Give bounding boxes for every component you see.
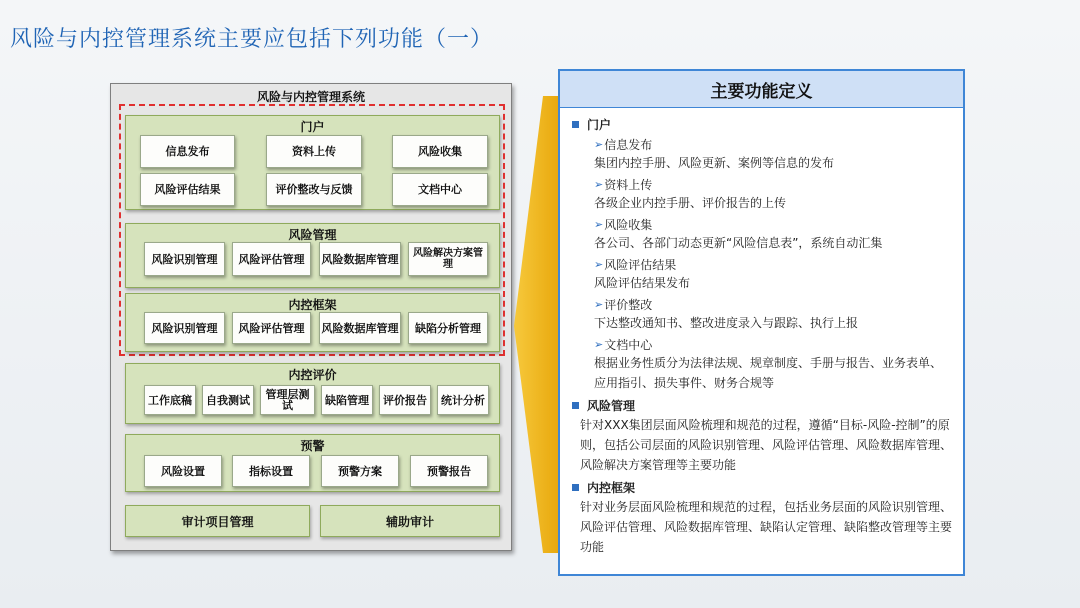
def-category-title: 风险管理 <box>587 398 636 413</box>
warning-item-plan[interactable]: 预警方案 <box>321 455 399 487</box>
def-item-desc: 下达整改通知书、整改进度录入与跟踪、执行上报 <box>594 316 859 330</box>
def-item-title: 风险评估结果 <box>604 257 677 272</box>
portal-item-assessment-result[interactable]: 风险评估结果 <box>140 173 235 206</box>
eval-item-statistics[interactable]: 统计分析 <box>437 385 489 415</box>
assist-audit[interactable]: 辅助审计 <box>320 505 500 537</box>
eval-item-mgmt-test[interactable]: 管理层测试 <box>260 385 315 415</box>
def-item <box>594 295 953 333</box>
def-item-desc: 根据业务性质分为法律法规、规章制度、手册与报告、业务表单、应用指引、损失事件、财务合规等 <box>594 356 943 390</box>
control-item-identify[interactable]: 风险识别管理 <box>144 312 225 344</box>
control-framework-section <box>125 293 500 352</box>
warning-item-indicator-setting[interactable]: 指标设置 <box>232 455 310 487</box>
def-item-desc: 风险评估结果发布 <box>594 276 691 290</box>
definitions-panel <box>558 69 965 576</box>
def-item-desc: 各级企业内控手册、评价报告的上传 <box>594 196 787 210</box>
def-category-desc: 针对XXX集团层面风险梳理和规范的过程，遵循“目标-风险-控制”的原则，包括公司层面的风险识别管理、风险评估管理、风险数据库管理、风险解决方案管理等主要功能 <box>580 418 953 472</box>
def-item-title: 资料上传 <box>604 177 653 192</box>
control-eval-section <box>125 363 500 424</box>
control-eval-section-title: 内控评价 <box>288 368 337 382</box>
def-item-desc: 集团内控手册、风险更新、案例等信息的发布 <box>594 156 835 170</box>
def-category-desc: 针对业务层面风险梳理和规范的过程，包括业务层面的风险识别管理、风险评估管理、风险数据库管理、缺陷认定管理、缺陷整改管理等主要功能 <box>580 500 953 554</box>
definitions-body <box>560 108 963 557</box>
arrow-marker-icon: ➢ <box>594 177 604 191</box>
portal-section <box>125 115 500 210</box>
def-category-title: 内控框架 <box>587 480 636 495</box>
def-item-title: 评价整改 <box>604 297 653 312</box>
square-bullet-icon <box>572 121 579 128</box>
warning-section-title: 预警 <box>300 439 325 453</box>
eval-item-report[interactable]: 评价报告 <box>379 385 431 415</box>
audit-project-mgmt[interactable]: 审计项目管理 <box>125 505 310 537</box>
arrow-marker-icon: ➢ <box>594 257 604 271</box>
warning-item-report[interactable]: 预警报告 <box>410 455 488 487</box>
system-diagram <box>110 83 512 551</box>
portal-section-title: 门户 <box>300 120 325 134</box>
slide-title: 风险与内控管理系统主要应包括下列功能（一） <box>10 27 494 52</box>
square-bullet-icon <box>572 484 579 491</box>
control-item-assess[interactable]: 风险评估管理 <box>232 312 311 344</box>
arrow-marker-icon: ➢ <box>594 217 604 231</box>
arrow-marker-icon: ➢ <box>594 297 604 311</box>
risk-mgmt-section-title: 风险管理 <box>288 228 337 242</box>
def-item-title: 风险收集 <box>604 217 653 232</box>
eval-item-defect-mgmt[interactable]: 缺陷管理 <box>321 385 373 415</box>
risk-mgmt-section <box>125 223 500 288</box>
arrow-marker-icon: ➢ <box>594 137 604 151</box>
control-item-defect-analysis[interactable]: 缺陷分析管理 <box>408 312 488 344</box>
system-title: 风险与内控管理系统 <box>256 90 365 104</box>
portal-item-rectify-feedback[interactable]: 评价整改与反馈 <box>266 173 362 206</box>
def-item <box>594 335 953 393</box>
def-item <box>594 215 953 253</box>
square-bullet-icon <box>572 402 579 409</box>
control-item-database[interactable]: 风险数据库管理 <box>319 312 401 344</box>
portal-item-doc-center[interactable]: 文档中心 <box>392 173 488 206</box>
def-item-title: 信息发布 <box>604 137 653 152</box>
arrow-marker-icon: ➢ <box>594 337 604 351</box>
risk-item-identify[interactable]: 风险识别管理 <box>144 242 225 276</box>
portal-item-info-release[interactable]: 信息发布 <box>140 135 235 168</box>
def-item <box>594 175 953 213</box>
def-category-risk <box>572 396 953 414</box>
def-category-title: 门户 <box>587 117 612 132</box>
risk-item-database[interactable]: 风险数据库管理 <box>319 242 401 276</box>
definitions-header: 主要功能定义 <box>560 71 963 108</box>
def-item-title: 文档中心 <box>604 337 653 352</box>
def-category-portal <box>572 115 953 133</box>
risk-item-assess[interactable]: 风险评估管理 <box>232 242 311 276</box>
portal-item-risk-collect[interactable]: 风险收集 <box>392 135 488 168</box>
portal-item-upload[interactable]: 资料上传 <box>266 135 362 168</box>
def-item-desc: 各公司、各部门动态更新“风险信息表”，系统自动汇集 <box>594 236 883 250</box>
def-item <box>594 255 953 293</box>
warning-item-risk-setting[interactable]: 风险设置 <box>144 455 222 487</box>
eval-item-self-test[interactable]: 自我测试 <box>202 385 254 415</box>
def-category-control <box>572 478 953 496</box>
risk-item-solution[interactable]: 风险解决方案管理 <box>408 242 488 276</box>
warning-section <box>125 434 500 492</box>
control-framework-section-title: 内控框架 <box>288 298 337 312</box>
def-item <box>594 135 953 173</box>
eval-item-working-paper[interactable]: 工作底稿 <box>144 385 196 415</box>
